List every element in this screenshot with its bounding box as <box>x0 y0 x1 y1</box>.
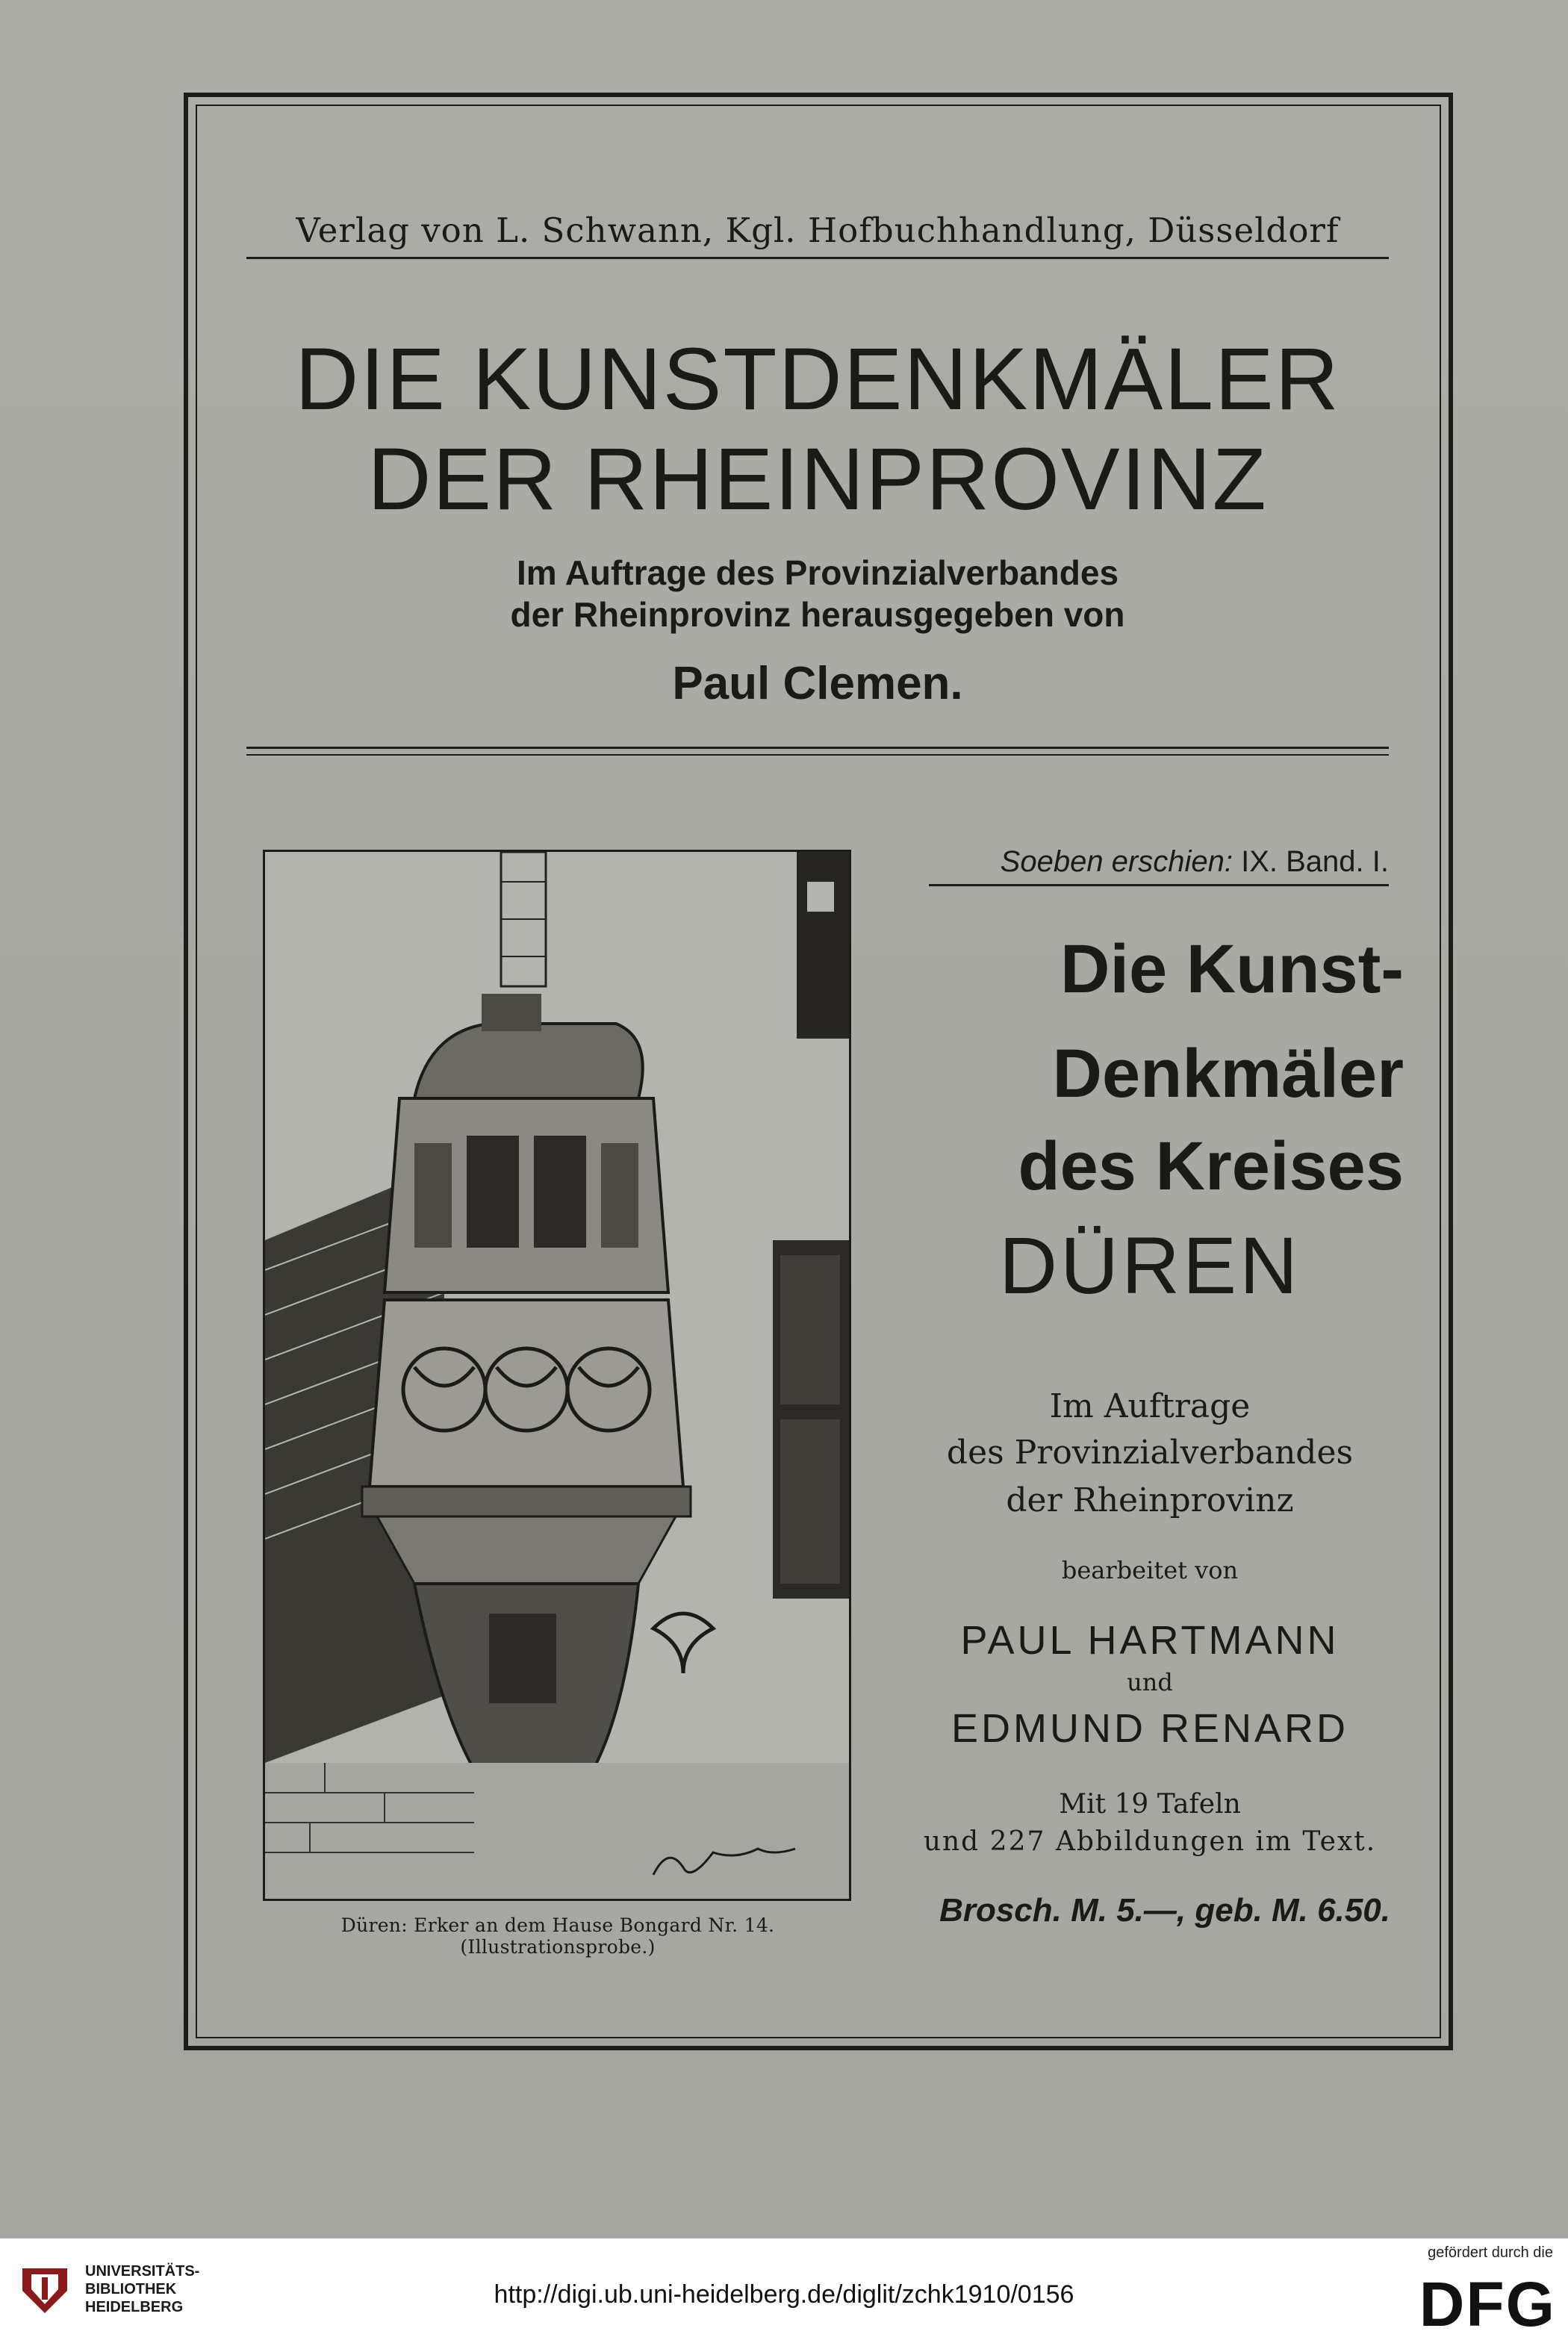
author-1: PAUL HARTMANN <box>960 1618 1340 1663</box>
edited-by: bearbeitet von <box>1061 1556 1239 1584</box>
publisher-line: Verlag von L. Schwann, Kgl. Hofbuchhandlung, Düsseldorf <box>296 211 1340 250</box>
dfg-logo: DFG <box>1419 2269 1556 2339</box>
divider <box>246 747 1389 749</box>
series-title-line2: DER RHEINPROVINZ <box>367 430 1268 529</box>
commission-line3: der Rheinprovinz <box>1006 1481 1294 1519</box>
oriel-window-illustration <box>263 850 851 1901</box>
series-title-line1: DIE KUNSTDENKMÄLER <box>295 330 1340 429</box>
library-line1: UNIVERSITÄTS- <box>85 2263 200 2280</box>
divider <box>246 754 1389 756</box>
volume-label: IX. Band. I. <box>1241 845 1389 878</box>
series-subtitle-line1: Im Auftrage des Provinzialverbandes <box>516 553 1119 592</box>
permalink[interactable]: http://digi.ub.uni-heidelberg.de/diglit/zchk1910/0156 <box>494 2280 1074 2309</box>
book-title-line3: des Kreises <box>1018 1128 1404 1204</box>
author-2: EDMUND RENARD <box>951 1706 1348 1751</box>
announcement <box>911 845 1389 879</box>
digitization-footer <box>0 2238 1568 2343</box>
commission-line2: des Provinzialverbandes <box>946 1434 1354 1472</box>
book-title-line1: Die Kunst- <box>1060 931 1404 1007</box>
series-subtitle-line2: der Rheinprovinz herausgegeben von <box>510 595 1125 634</box>
book-title-line2: Denkmäler <box>1052 1036 1404 1112</box>
divider <box>929 884 1389 886</box>
illustration-caption: Düren: Erker an dem Hause Bongard Nr. 14. (Illustrationsprobe.) <box>340 1914 775 1958</box>
plates-count: Mit 19 Tafeln <box>1059 1789 1241 1820</box>
price: Brosch. M. 5.—, geb. M. 6.50. <box>939 1892 1390 1929</box>
book-title-place: DÜREN <box>998 1220 1301 1310</box>
funder-label: gefördert durch die <box>1428 2244 1553 2261</box>
library-line2: BIBLIOTHEK <box>85 2281 177 2297</box>
divider <box>246 257 1389 259</box>
commission-line1: Im Auftrage <box>1049 1387 1251 1425</box>
library-line3: HEIDELBERG <box>85 2299 184 2315</box>
and-conjunction: und <box>1127 1668 1173 1696</box>
announcement-label: Soeben erschien: <box>1000 845 1233 878</box>
oriel-drawing <box>265 852 849 1899</box>
series-editor: Paul Clemen. <box>672 658 963 709</box>
illustrations-count: und 227 Abbildungen im Text. <box>923 1826 1377 1857</box>
